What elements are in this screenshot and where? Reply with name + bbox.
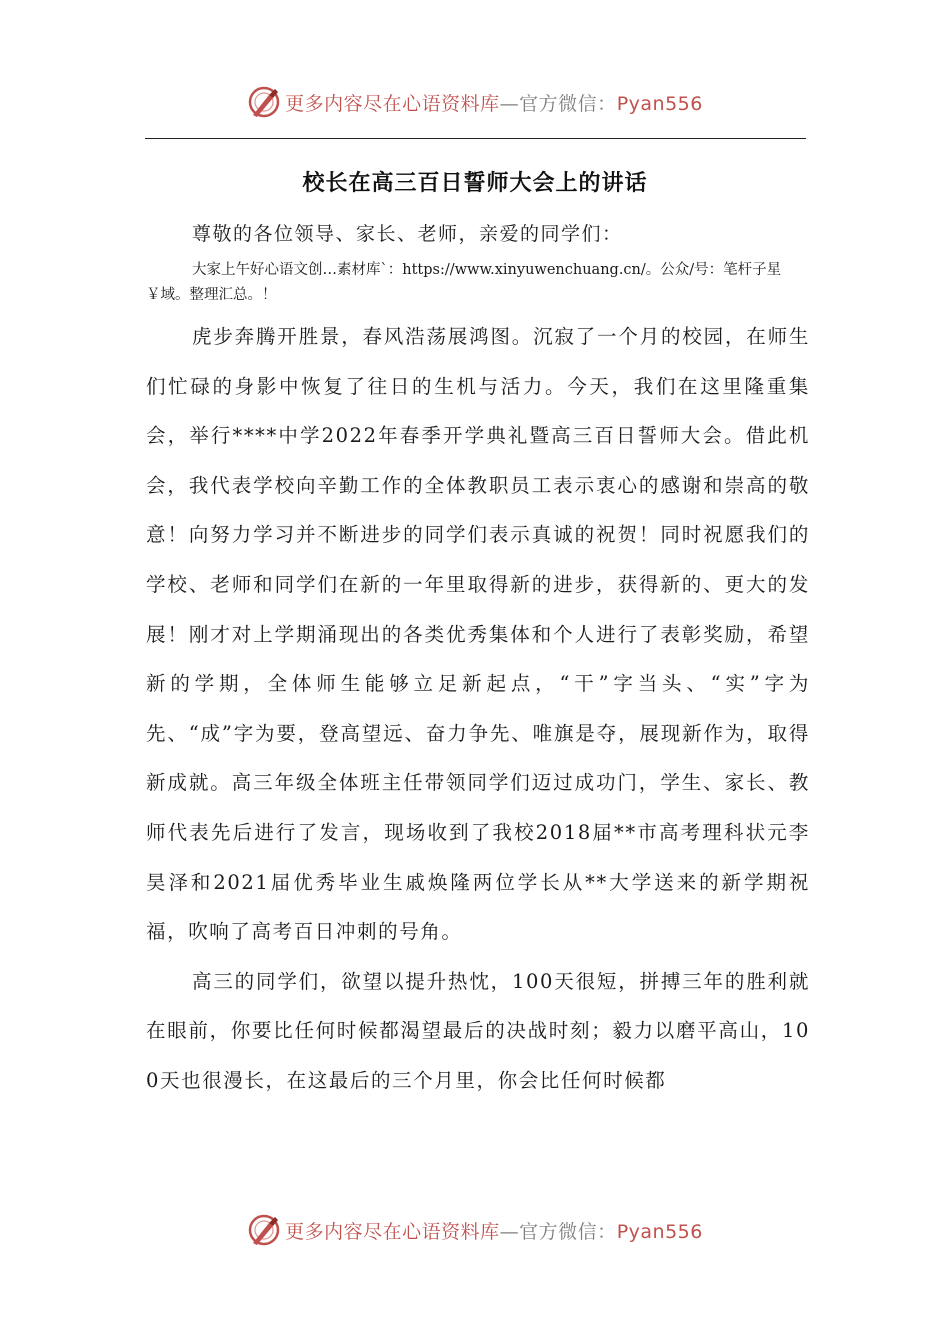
- header-banner-dash: —: [499, 92, 520, 115]
- document-title: 校长在高三百日誓师大会上的讲话: [302, 170, 648, 196]
- header-divider: [145, 138, 806, 139]
- header-banner-main: 更多内容尽在心语资料库: [285, 92, 500, 115]
- footer-banner-text: [285, 1217, 703, 1244]
- header-banner: [0, 80, 950, 124]
- footer-banner-id: Pyan556: [616, 1220, 703, 1243]
- body-text: [146, 312, 810, 1106]
- header-banner-wechat: 官方微信：: [519, 92, 617, 115]
- pen-logo-icon: [247, 85, 281, 119]
- source-note: 大家上午好心语文创…素材库`：https://www.xinyuwenchuang.cn/。公众/号：笔杆子星￥域。整理汇总。！: [146, 262, 782, 303]
- footer-banner-main: 更多内容尽在心语资料库: [285, 1220, 500, 1243]
- footer-banner: [0, 1208, 950, 1252]
- salutation: 尊敬的各位领导、家长、老师，亲爱的同学们：: [192, 223, 623, 245]
- paragraph-1: 虎步奔腾开胜景，春风浩荡展鸿图。沉寂了一个月的校园，在师生们忙碌的身影中恢复了往日的生机与活力。今天，我们在这里隆重集会，举行****中学2022年春季开学典礼暨高三百日誓师大会。借此机会，我代表学校向辛勤工作的全体教职员工表示衷心的感谢和崇高的敬意！向努力学习并不断进步的同学们表示真诚的祝贺！同时祝愿我们的学校、老师和同学们在新的一年里取得新的进步，获得新的、更大的发展！刚才对上学期涌现出的各类优秀集体和个人进行了表彰奖励，希望新的学期，全体师生能够立足新起点，“干”字当头、“实”字为先、“成”字为要，登高望远、奋力争先、唯旗是夺，展现新作为，取得新成就。高三年级全体班主任带领同学们迈过成功门，学生、家长、教师代表先后进行了发言，现场收到了我校2018届**市高考理科状元李昊泽和2021届优秀毕业生戚焕隆两位学长从**大学送来的新学期祝福，吹响了高考百日冲刺的号角。: [146, 325, 810, 944]
- footer-banner-dash: —: [499, 1220, 520, 1243]
- header-banner-text: [285, 89, 703, 116]
- pen-logo-icon: [247, 1213, 281, 1247]
- paragraph-2: 高三的同学们，欲望以提升热忱，100天很短，拼搏三年的胜利就在眼前，你要比任何时候都渴望最后的决战时刻；毅力以磨平高山，100天也很漫长，在这最后的三个月里，你会比任何时候都: [146, 969, 810, 1092]
- header-banner-id: Pyan556: [616, 92, 703, 115]
- footer-banner-wechat: 官方微信：: [519, 1220, 617, 1243]
